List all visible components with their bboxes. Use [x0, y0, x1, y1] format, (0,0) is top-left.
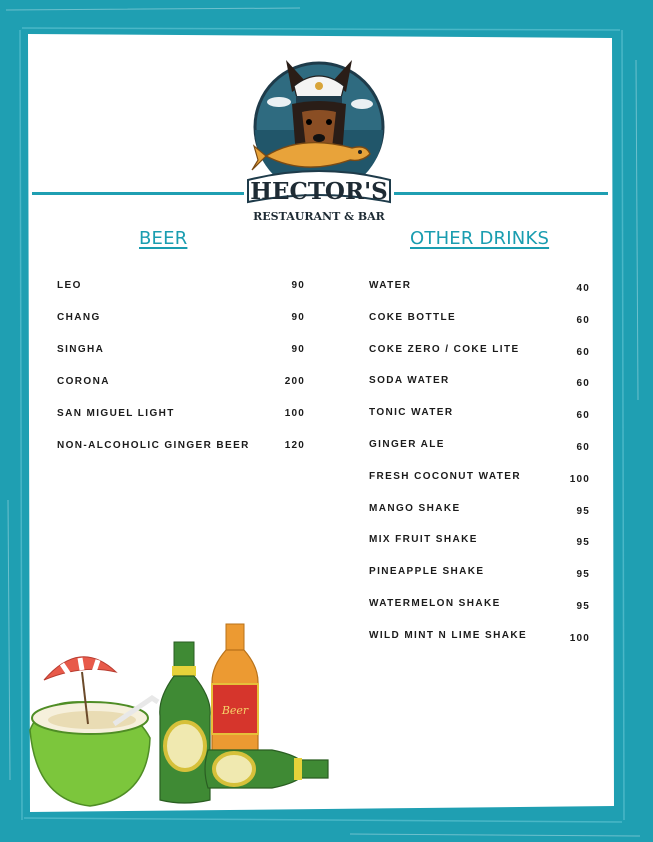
menu-item-name: CHANG: [57, 312, 101, 323]
menu-item-price: 95: [576, 601, 590, 612]
menu-item-price: 60: [576, 442, 590, 453]
menu-item-name: SINGHA: [57, 344, 105, 355]
menu-item-price: 60: [576, 378, 590, 390]
menu-item-price: 90: [291, 312, 305, 323]
menu-item-name: PINEAPPLE SHAKE: [369, 566, 485, 578]
menu-item-price: 90: [291, 280, 305, 291]
menu-item-name: SAN MIGUEL LIGHT: [57, 408, 175, 419]
menu-item-price: 95: [576, 537, 590, 549]
header-rule-left: [32, 192, 244, 195]
other-drinks-heading: OTHER DRINKS: [410, 228, 550, 249]
menu-item-name: NON-ALCOHOLIC GINGER BEER: [57, 440, 250, 451]
lying-beer-bottle-icon: [205, 750, 328, 788]
orange-beer-bottle-icon: [212, 624, 258, 771]
menu-item-name: SODA WATER: [369, 375, 450, 387]
menu-item-price: 60: [576, 346, 590, 358]
bottle-label: Beer: [221, 704, 249, 717]
menu-item-price: 95: [576, 505, 590, 517]
menu-item-price: 200: [284, 376, 305, 387]
menu-item-price: 100: [284, 408, 305, 419]
menu-item-price: 60: [576, 410, 590, 422]
menu-item-name: GINGER ALE: [369, 439, 445, 450]
menu-item-name: WILD MINT N LIME SHAKE: [369, 629, 528, 641]
logo-brand-name: HECTOR'S: [250, 178, 388, 205]
logo-tagline: RESTAURANT & BAR: [253, 210, 385, 223]
menu-item-price: 100: [569, 473, 590, 485]
menu-item-price: 100: [569, 632, 590, 644]
menu-item-price: 40: [576, 283, 590, 294]
menu-item-name: MIX FRUIT SHAKE: [369, 534, 478, 546]
drinks-illustration: [22, 620, 342, 820]
menu-item-name: TONIC WATER: [369, 407, 454, 419]
menu-item-name: FRESH COCONUT WATER: [369, 470, 521, 482]
menu-item-name: COKE BOTTLE: [369, 311, 457, 323]
beer-heading: BEER: [139, 228, 188, 249]
green-beer-bottle-icon: [160, 642, 210, 803]
menu-item-name: LEO: [57, 280, 82, 291]
menu-item-name: MANGO SHAKE: [369, 502, 461, 514]
menu-item-name: WATERMELON SHAKE: [369, 598, 501, 609]
menu-item-price: 120: [284, 440, 305, 451]
header-rule-right: [394, 192, 608, 195]
menu-item-price: 60: [576, 314, 590, 326]
coconut-icon: [30, 657, 158, 806]
menu-item-name: CORONA: [57, 376, 110, 387]
menu-item-price: 90: [291, 344, 305, 355]
menu-item-name: COKE ZERO / COKE LITE: [369, 343, 520, 355]
restaurant-logo: [244, 52, 394, 224]
menu-item-price: 95: [576, 569, 590, 581]
menu-item-name: WATER: [369, 280, 412, 291]
